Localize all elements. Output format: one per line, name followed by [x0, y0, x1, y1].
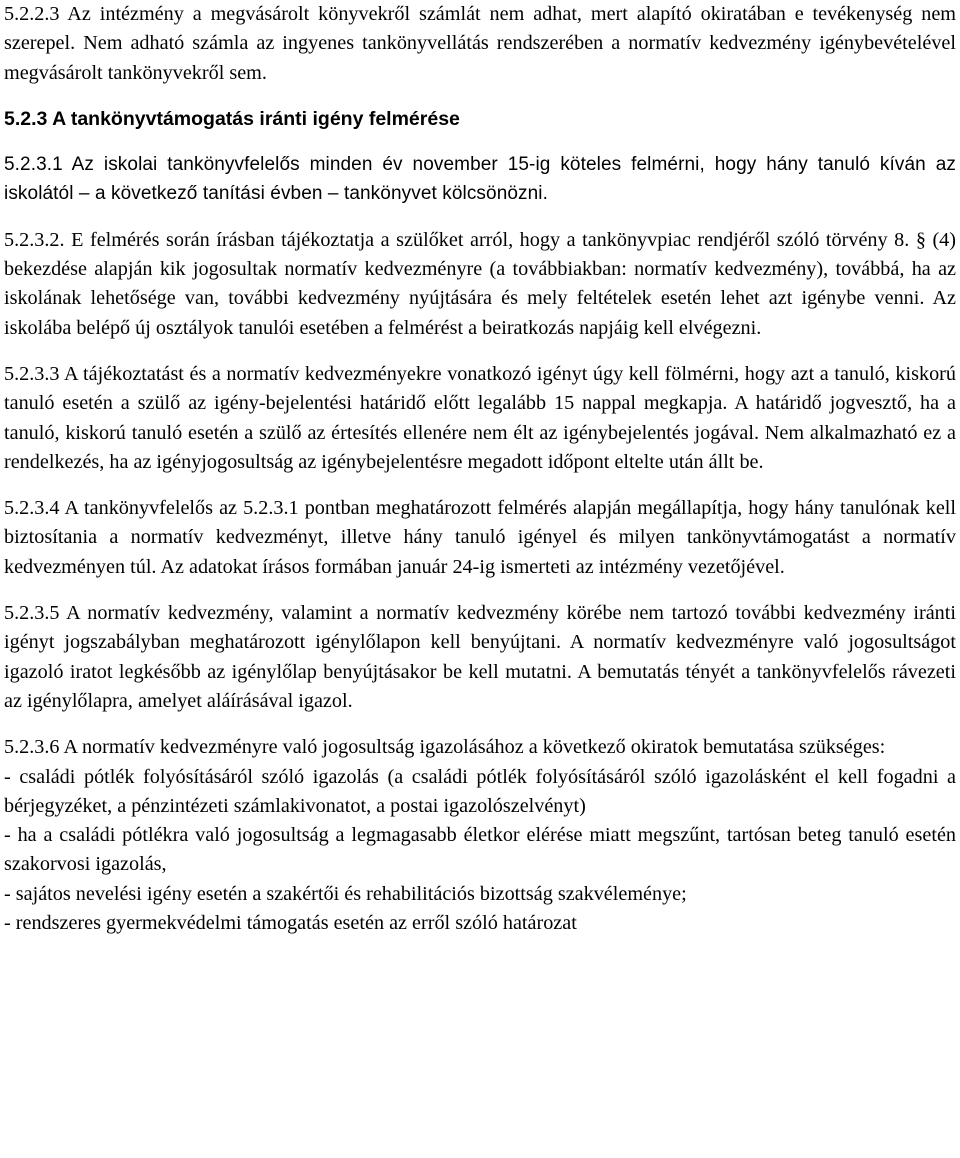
- paragraph-5-2-3-6: [4, 733, 956, 938]
- section-heading-5-2-3: 5.2.3 A tankönyvtámogatás iránti igény felmérése: [4, 107, 460, 130]
- paragraph-5-2-3-4: 5.2.3.4 A tankönyvfelelős az 5.2.3.1 pontban meghatározott felmérés alapján megállapítja, hogy hány tanulónak kell biztosítania a normatív kedvezményt, illetve hány tanuló igényel és milyen tankönyvtámogatást a normatív kedvezményen túl. Az adatokat írásos formában január 24-ig ismerteti az intézmény vezetőjével.: [4, 497, 956, 578]
- paragraph-5-2-3-1: 5.2.3.1 Az iskolai tankönyvfelelős minden év november 15-ig köteles felmérni, hogy hány tanuló kíván az iskolától – a következő tanítási évben – tankönyvet kölcsönözni.: [4, 154, 956, 205]
- list-item: - rendszeres gyermekvédelmi támogatás esetén az erről szóló határozat: [4, 912, 577, 935]
- document-page: [4, 0, 956, 955]
- list-item: - sajátos nevelési igény esetén a szakértői és rehabilitációs bizottság szakvéleménye;: [4, 882, 687, 905]
- list-item: - ha a családi pótlékra való jogosultság a legmagasabb életkor elérése miatt megszűnt, tartósan beteg tanuló esetén szakorvosi igazolás,: [4, 824, 956, 876]
- list-item: - családi pótlék folyósításáról szóló igazolás (a családi pótlék folyósításáról szóló igazolásként el kell fogadni a bérjegyzéket, a pénzintézeti számlakivonatot, a postai igazolószelvényt): [4, 765, 956, 817]
- paragraph-5-2-2-3: 5.2.2.3 Az intézmény a megvásárolt könyvekről számlát nem adhat, mert alapító okiratában e tevékenység nem szerepel. Nem adható számla az ingyenes tankönyvellátás rendszerében a normatív kedvezmény igénybevételével megvásárolt tankönyvekről sem.: [4, 3, 956, 84]
- paragraph-intro: 5.2.3.6 A normatív kedvezményre való jogosultság igazolásához a következő okiratok bemutatása szükséges:: [4, 736, 886, 759]
- paragraph-5-2-3-3: 5.2.3.3 A tájékoztatást és a normatív kedvezményekre vonatkozó igényt úgy kell fölmérni, hogy azt a tanuló, kiskorú tanuló esetén a szülő az igény-bejelentési határidő előtt legalább 15 nappal megkapja. A határidő jogvesztő, ha a tanuló, kiskorú tanuló esetén a szülő az értesítés ellenére nem élt az igénybejelentés jogával. Nem alkalmazható ez a rendelkezés, ha az igényjogosultság az igénybejelentésre megadott időpont eltelte után állt be.: [4, 362, 956, 473]
- paragraph-5-2-3-5: 5.2.3.5 A normatív kedvezmény, valamint a normatív kedvezmény körébe nem tartozó további kedvezmény iránti igényt jogszabályban meghatározott igénylőlapon kell benyújtani. A normatív kedvezményre való jogosultságot igazoló iratot legkésőbb az igénylőlap benyújtásakor be kell mutatni. A bemutatás tényét a tankönyvfelelős rávezeti az igénylőlapra, amelyet aláírásával igazol.: [4, 602, 956, 712]
- paragraph-5-2-3-2: 5.2.3.2. E felmérés során írásban tájékoztatja a szülőket arról, hogy a tankönyvpiac rendjéről szóló törvény 8. § (4) bekezdése alapján kik jogosultak normatív kedvezményre (a továbbiakban: normatív kedvezmény), továbbá, ha az iskolának lehetősége van, további kedvezmény nyújtására és mely feltételek esetén lehet azt igénybe venni. Az iskolába belépő új osztályok tanulói esetében a felmérést a beiratkozás napjáig kell elvégezni.: [4, 228, 956, 339]
